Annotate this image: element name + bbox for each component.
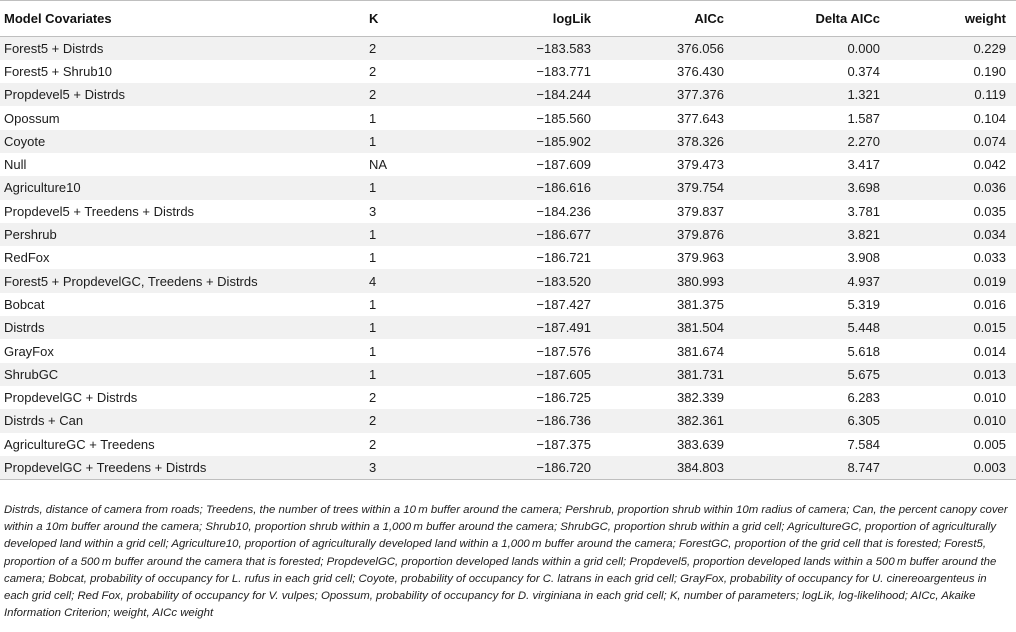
cell-delta-aicc: 3.781 [728, 200, 884, 223]
table-footnote: Distrds, distance of camera from roads; Treedens, the number of trees within a 10 m buffer around the camera; Pershrub, proportion shrub within 10m radius of camera; Can, the percent canopy cover within a 10m buffer around the camera; Shrub10, proportion shrub within a 1,000 m buffer around the camera; ShrubGC, proportion shrub within a grid cell; AgricultureGC, proportion of agriculturally developed land within a grid cell; Agriculture10, proportion of agriculturally developed land within a 1,000 m buffer around the camera; ForestGC, proportion of the grid cell that is forested; Forest5, proportion of a 500 m buffer around the camera that is forested; PropdevelGC, proportion developed lands within a grid cell; Propdevel5, proportion developed lands within a 500 m buffer around the camera; Bobcat, probability of occupancy for L. rufus in each grid cell; Coyote, probability of occupancy for C. latrans in each grid cell; GrayFox, probability of occupancy for U. cinereoargenteus in each grid cell; Red Fox, probability of occupancy for V. vulpes; Opossum, probability of occupancy for D. virginiana in each grid cell; K, number of parameters; logLik, log-likelihood; AICc, Akaike Information Criterion; weight, AICc weight [4, 504, 1008, 620]
cell-k: 1 [365, 246, 483, 269]
cell-k: 4 [365, 269, 483, 292]
cell-delta-aicc: 4.937 [728, 269, 884, 292]
cell-aicc: 379.876 [595, 223, 728, 246]
cell-aicc: 381.375 [595, 293, 728, 316]
table-row [0, 130, 1016, 153]
cell-model-covariates: Null [0, 153, 365, 176]
table-row [0, 269, 1016, 292]
header-delta-aicc: Delta AICc [728, 1, 884, 37]
cell-aicc: 381.674 [595, 339, 728, 362]
cell-delta-aicc: 1.587 [728, 106, 884, 129]
cell-weight: 0.010 [884, 386, 1016, 409]
cell-aicc: 381.504 [595, 316, 728, 339]
cell-model-covariates: Propdevel5 + Treedens + Distrds [0, 200, 365, 223]
cell-k: 1 [365, 130, 483, 153]
cell-k: 1 [365, 106, 483, 129]
cell-delta-aicc: 8.747 [728, 456, 884, 479]
cell-model-covariates: PropdevelGC + Distrds [0, 386, 365, 409]
cell-loglik: −187.605 [483, 363, 595, 386]
cell-delta-aicc: 5.618 [728, 339, 884, 362]
cell-delta-aicc: 0.374 [728, 60, 884, 83]
cell-model-covariates: Distrds + Can [0, 409, 365, 432]
cell-loglik: −186.616 [483, 176, 595, 199]
cell-weight: 0.034 [884, 223, 1016, 246]
cell-aicc: 384.803 [595, 456, 728, 479]
cell-k: 2 [365, 83, 483, 106]
cell-weight: 0.015 [884, 316, 1016, 339]
cell-weight: 0.019 [884, 269, 1016, 292]
cell-weight: 0.010 [884, 409, 1016, 432]
cell-weight: 0.119 [884, 83, 1016, 106]
table-row [0, 363, 1016, 386]
cell-k: 1 [365, 316, 483, 339]
table-row [0, 153, 1016, 176]
table-header [0, 1, 1016, 37]
cell-delta-aicc: 1.321 [728, 83, 884, 106]
cell-k: 2 [365, 433, 483, 456]
cell-loglik: −186.720 [483, 456, 595, 479]
cell-weight: 0.013 [884, 363, 1016, 386]
cell-aicc: 380.993 [595, 269, 728, 292]
cell-weight: 0.016 [884, 293, 1016, 316]
cell-model-covariates: PropdevelGC + Treedens + Distrds [0, 456, 365, 479]
cell-delta-aicc: 3.417 [728, 153, 884, 176]
header-weight: weight [884, 1, 1016, 37]
cell-loglik: −187.427 [483, 293, 595, 316]
cell-k: 2 [365, 386, 483, 409]
cell-aicc: 378.326 [595, 130, 728, 153]
cell-loglik: −183.520 [483, 269, 595, 292]
header-loglik: logLik [483, 1, 595, 37]
cell-weight: 0.036 [884, 176, 1016, 199]
cell-k: 2 [365, 409, 483, 432]
cell-model-covariates: GrayFox [0, 339, 365, 362]
table-row [0, 37, 1016, 60]
cell-k: 1 [365, 363, 483, 386]
cell-loglik: −185.560 [483, 106, 595, 129]
cell-loglik: −187.491 [483, 316, 595, 339]
cell-aicc: 379.473 [595, 153, 728, 176]
cell-model-covariates: Propdevel5 + Distrds [0, 83, 365, 106]
cell-aicc: 376.056 [595, 37, 728, 60]
cell-weight: 0.190 [884, 60, 1016, 83]
cell-delta-aicc: 3.821 [728, 223, 884, 246]
cell-loglik: −185.902 [483, 130, 595, 153]
table-row [0, 293, 1016, 316]
table-row [0, 246, 1016, 269]
cell-delta-aicc: 5.448 [728, 316, 884, 339]
cell-aicc: 379.837 [595, 200, 728, 223]
cell-k: 1 [365, 293, 483, 316]
cell-model-covariates: Forest5 + PropdevelGC, Treedens + Distrds [0, 269, 365, 292]
cell-k: 1 [365, 339, 483, 362]
cell-weight: 0.042 [884, 153, 1016, 176]
cell-aicc: 382.339 [595, 386, 728, 409]
header-k: K [365, 1, 483, 37]
cell-weight: 0.104 [884, 106, 1016, 129]
cell-k: NA [365, 153, 483, 176]
table-row [0, 106, 1016, 129]
cell-delta-aicc: 7.584 [728, 433, 884, 456]
cell-aicc: 377.643 [595, 106, 728, 129]
cell-model-covariates: Opossum [0, 106, 365, 129]
cell-model-covariates: AgricultureGC + Treedens [0, 433, 365, 456]
cell-k: 2 [365, 60, 483, 83]
cell-weight: 0.033 [884, 246, 1016, 269]
cell-model-covariates: Distrds [0, 316, 365, 339]
cell-loglik: −184.236 [483, 200, 595, 223]
cell-k: 1 [365, 176, 483, 199]
cell-loglik: −186.721 [483, 246, 595, 269]
cell-model-covariates: RedFox [0, 246, 365, 269]
cell-loglik: −183.583 [483, 37, 595, 60]
cell-model-covariates: Forest5 + Shrub10 [0, 60, 365, 83]
cell-aicc: 379.754 [595, 176, 728, 199]
header-row [0, 1, 1016, 37]
cell-model-covariates: Bobcat [0, 293, 365, 316]
table-row [0, 176, 1016, 199]
cell-aicc: 383.639 [595, 433, 728, 456]
cell-k: 3 [365, 200, 483, 223]
table-row [0, 316, 1016, 339]
cell-loglik: −186.725 [483, 386, 595, 409]
cell-k: 3 [365, 456, 483, 479]
table-row [0, 456, 1016, 479]
table-row [0, 60, 1016, 83]
table-row [0, 223, 1016, 246]
table-row [0, 386, 1016, 409]
cell-weight: 0.014 [884, 339, 1016, 362]
header-model-covariates: Model Covariates [0, 1, 365, 37]
cell-aicc: 377.376 [595, 83, 728, 106]
cell-k: 2 [365, 37, 483, 60]
cell-delta-aicc: 6.283 [728, 386, 884, 409]
cell-aicc: 382.361 [595, 409, 728, 432]
cell-aicc: 381.731 [595, 363, 728, 386]
cell-loglik: −187.576 [483, 339, 595, 362]
cell-delta-aicc: 2.270 [728, 130, 884, 153]
table-body [0, 37, 1016, 480]
cell-aicc: 379.963 [595, 246, 728, 269]
cell-loglik: −186.736 [483, 409, 595, 432]
cell-delta-aicc: 6.305 [728, 409, 884, 432]
cell-weight: 0.005 [884, 433, 1016, 456]
cell-delta-aicc: 5.675 [728, 363, 884, 386]
cell-aicc: 376.430 [595, 60, 728, 83]
table-row [0, 83, 1016, 106]
cell-delta-aicc: 5.319 [728, 293, 884, 316]
cell-weight: 0.074 [884, 130, 1016, 153]
cell-weight: 0.035 [884, 200, 1016, 223]
cell-model-covariates: Agriculture10 [0, 176, 365, 199]
cell-model-covariates: Forest5 + Distrds [0, 37, 365, 60]
cell-delta-aicc: 3.698 [728, 176, 884, 199]
header-aicc: AICc [595, 1, 728, 37]
cell-weight: 0.003 [884, 456, 1016, 479]
table-row [0, 339, 1016, 362]
cell-model-covariates: ShrubGC [0, 363, 365, 386]
cell-delta-aicc: 0.000 [728, 37, 884, 60]
table-row [0, 433, 1016, 456]
cell-model-covariates: Coyote [0, 130, 365, 153]
table-row [0, 200, 1016, 223]
cell-model-covariates: Pershrub [0, 223, 365, 246]
cell-delta-aicc: 3.908 [728, 246, 884, 269]
cell-weight: 0.229 [884, 37, 1016, 60]
cell-loglik: −187.375 [483, 433, 595, 456]
cell-k: 1 [365, 223, 483, 246]
cell-loglik: −183.771 [483, 60, 595, 83]
cell-loglik: −184.244 [483, 83, 595, 106]
table-row [0, 409, 1016, 432]
cell-loglik: −187.609 [483, 153, 595, 176]
cell-loglik: −186.677 [483, 223, 595, 246]
